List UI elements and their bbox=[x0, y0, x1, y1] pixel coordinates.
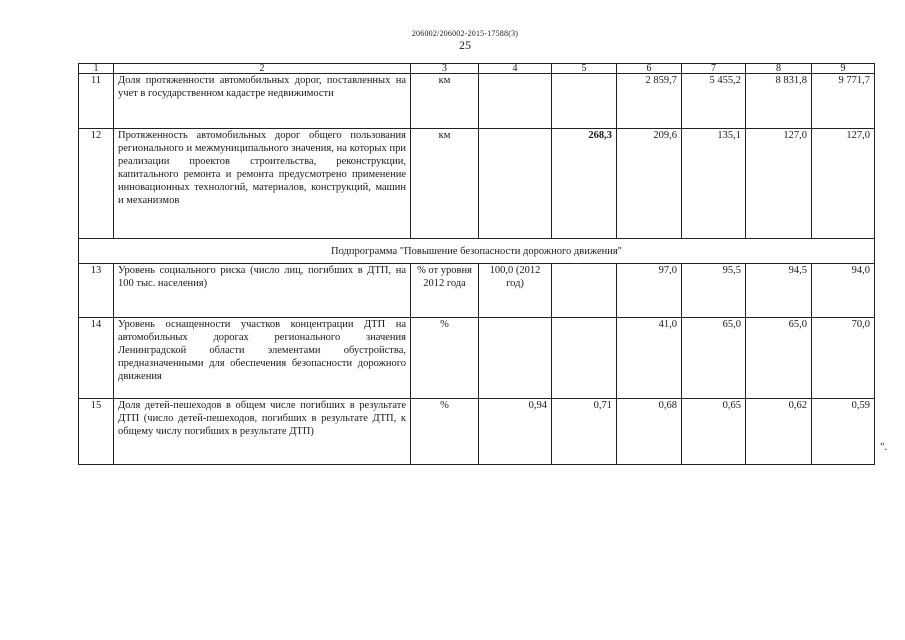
value-cell-4 bbox=[479, 74, 552, 129]
value-cell-5 bbox=[552, 318, 617, 399]
value-cell-5 bbox=[552, 264, 617, 318]
value-cell-7: 5 455,2 bbox=[682, 74, 746, 129]
table-row bbox=[79, 129, 875, 239]
indicator-name: Уровень социального риска (число лиц, погибших в ДТП, на 100 тыс. населения) bbox=[114, 264, 411, 318]
unit-cell: % от уровня 2012 года bbox=[411, 264, 479, 318]
column-header: 2 bbox=[114, 64, 411, 74]
value-cell-9: 0,59 bbox=[812, 399, 875, 465]
row-number: 13 bbox=[79, 264, 114, 318]
indicator-name: Протяженность автомобильных дорог общего пользования регионального и межмуниципального значения, на которых при реализации проектов строительства, реконструкции, капитального ремонта и ремонта предусмотрено применение инновационных технологий, материалов, конструкций, машин и механизмов bbox=[114, 129, 411, 239]
value-cell-7: 135,1 bbox=[682, 129, 746, 239]
column-header: 1 bbox=[79, 64, 114, 74]
value-cell-7: 95,5 bbox=[682, 264, 746, 318]
table-row bbox=[79, 74, 875, 129]
value-cell-6: 97,0 bbox=[617, 264, 682, 318]
value-cell-7: 0,65 bbox=[682, 399, 746, 465]
column-header: 9 bbox=[812, 64, 875, 74]
column-header: 7 bbox=[682, 64, 746, 74]
table-row bbox=[79, 399, 875, 465]
document-id: 206002/206002-2015-17588(3) bbox=[411, 29, 519, 38]
subprogram-row bbox=[79, 239, 875, 264]
value-cell-6: 2 859,7 bbox=[617, 74, 682, 129]
value-cell-5: 0,71 bbox=[552, 399, 617, 465]
value-cell-4 bbox=[479, 129, 552, 239]
value-cell-4 bbox=[479, 318, 552, 399]
value-cell-8: 94,5 bbox=[746, 264, 812, 318]
column-header: 6 bbox=[617, 64, 682, 74]
value-cell-5: 268,3 bbox=[552, 129, 617, 239]
value-cell-5 bbox=[552, 74, 617, 129]
value-cell-8: 8 831,8 bbox=[746, 74, 812, 129]
value-cell-9: 127,0 bbox=[812, 129, 875, 239]
value-cell-4: 0,94 bbox=[479, 399, 552, 465]
column-header: 5 bbox=[552, 64, 617, 74]
row-number: 12 bbox=[79, 129, 114, 239]
column-header: 3 bbox=[411, 64, 479, 74]
value-cell-6: 209,6 bbox=[617, 129, 682, 239]
indicator-name: Доля протяженности автомобильных дорог, поставленных на учет в государственном кадастре недвижимости bbox=[114, 74, 411, 129]
column-number-row bbox=[79, 64, 875, 74]
value-cell-9: 9 771,7 bbox=[812, 74, 875, 129]
value-cell-6: 41,0 bbox=[617, 318, 682, 399]
row-number: 11 bbox=[79, 74, 114, 129]
indicators-table bbox=[78, 63, 875, 465]
value-cell-4: 100,0 (2012 год) bbox=[479, 264, 552, 318]
subprogram-title: Подпрограмма "Повышение безопасности дорожного движения" bbox=[79, 239, 875, 264]
value-cell-7: 65,0 bbox=[682, 318, 746, 399]
page-number: 25 bbox=[459, 38, 471, 52]
indicator-name: Уровень оснащенности участков концентрации ДТП на автомобильных дорогах регионального значения Ленинградской области элементами обустройства, предназначенными для обеспечения безопасности дорожного движения bbox=[114, 318, 411, 399]
unit-cell: км bbox=[411, 74, 479, 129]
table-row bbox=[79, 264, 875, 318]
value-cell-6: 0,68 bbox=[617, 399, 682, 465]
unit-cell: км bbox=[411, 129, 479, 239]
table-row bbox=[79, 318, 875, 399]
value-cell-8: 65,0 bbox=[746, 318, 812, 399]
row-number: 15 bbox=[79, 399, 114, 465]
closing-quote-mark: ". bbox=[880, 441, 888, 453]
column-header: 4 bbox=[479, 64, 552, 74]
value-cell-9: 94,0 bbox=[812, 264, 875, 318]
value-cell-8: 127,0 bbox=[746, 129, 812, 239]
value-cell-8: 0,62 bbox=[746, 399, 812, 465]
unit-cell: % bbox=[411, 399, 479, 465]
column-header: 8 bbox=[746, 64, 812, 74]
value-cell-9: 70,0 bbox=[812, 318, 875, 399]
row-number: 14 bbox=[79, 318, 114, 399]
indicator-name: Доля детей-пешеходов в общем числе погибших в результате ДТП (число детей-пешеходов, погибших в результате ДТП, к общему числу погибших в результате ДТП) bbox=[114, 399, 411, 465]
unit-cell: % bbox=[411, 318, 479, 399]
